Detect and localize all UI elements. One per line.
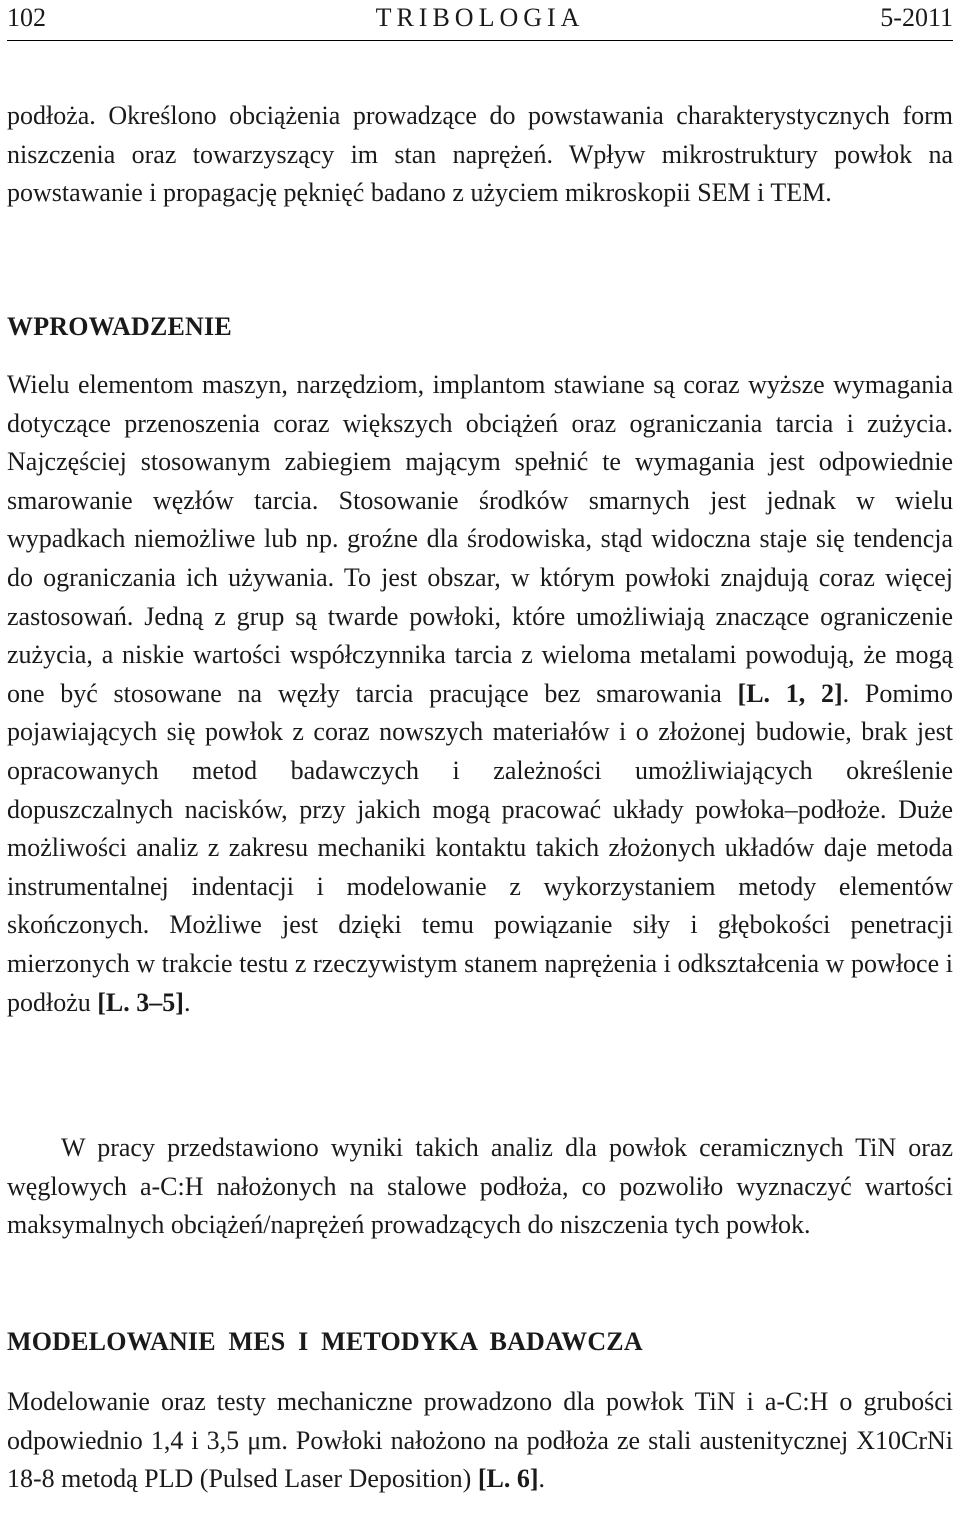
intro-paragraph: podłoża. Określono obciążenia prowadzące do powstawania charakterystycznych form niszczenia oraz towarzyszący im stan naprężeń. Wpływ mikrostruktury powłok na powstawanie i propagację pęknięć badano z użyciem mikroskopii SEM i TEM. <box>7 101 953 207</box>
paragraph-text: Modelowanie oraz testy mechaniczne prowadzono dla powłok TiN i a-C:H o grubości odpowiednio 1,4 i 3,5 μm. Powłoki nałożono na podłoża ze stali austenitycznej X10CrNi 18-8 metodą PLD (Pulsed Laser Deposition) <box>7 1387 953 1494</box>
citation: [L. 1, 2] <box>737 678 843 708</box>
journal-title: TRIBOLOGIA <box>375 3 585 32</box>
header-rule <box>7 40 953 41</box>
methodology-paragraph-1 <box>7 1383 953 1499</box>
running-header <box>7 0 953 36</box>
paragraph-text: . <box>538 1464 545 1494</box>
citation: [L. 6] <box>477 1464 539 1494</box>
paragraph-text: . Pomimo pojawiających się powłok z coraz nowszych materiałów i o złożonej budowie, brak jest opracowanych metod badawczych i zależności umożliwiających określenie dopuszczalnych nacisków, przy jakich mogą pracować układy powłoka–podłoże. Duże możliwości analiz z zakresu mechaniki kontaktu takich złożonych układów daje metoda instrumentalnej indentacji i modelowanie z wykorzystaniem metody elementów skończonych. Możliwe jest dzięki temu powiązanie siły i głębokości penetracji mierzonych w trakcie testu z rzeczywistym stanem naprężenia i odkształcenia w powłoce i podłożu <box>7 678 953 1017</box>
citation: [L. 3–5] <box>97 987 184 1017</box>
introduction-paragraph-1 <box>7 366 953 1022</box>
paragraph-text: Wielu elementom maszyn, narzędziom, implantom stawiane są coraz wyższe wymagania dotyczące przenoszenia coraz większych obciążeń oraz ograniczania tarcia i zużycia. Najczęściej stosowanym zabiegiem mającym spełnić te wymagania jest odpowiednie smarowanie węzłów tarcia. Stosowanie środków smarnych jest jednak w wielu wypadkach niemożliwe lub np. groźne dla środowiska, stąd widoczna staje się tendencja do ograniczania ich używania. To jest obszar, w którym powłoki znajdują coraz więcej zastosowań. Jedną z grup są twarde powłoki, które umożliwiają znaczące ograniczenie zużycia, a niskie wartości współczynnika tarcia z wieloma metalami powodują, że mogą one być stosowane na węzły tarcia pracujące bez smarowania <box>7 370 953 708</box>
paragraph-text: . <box>183 987 191 1017</box>
section-heading-introduction: WPROWADZENIE <box>7 312 232 341</box>
section-heading-methodology: MODELOWANIE MES I METODYKA BADAWCZA <box>7 1327 643 1356</box>
page-number: 102 <box>7 3 46 32</box>
introduction-paragraph-2: W pracy przedstawiono wyniki takich analiz dla powłok ceramicznych TiN oraz węglowych a-C:H nałożonych na stalowe podłoża, co pozwoliło wyznaczyć wartości maksymalnych obciążeń/naprężeń prowadzących do niszczenia tych powłok. <box>7 1133 953 1240</box>
issue-number: 5-2011 <box>880 3 953 32</box>
